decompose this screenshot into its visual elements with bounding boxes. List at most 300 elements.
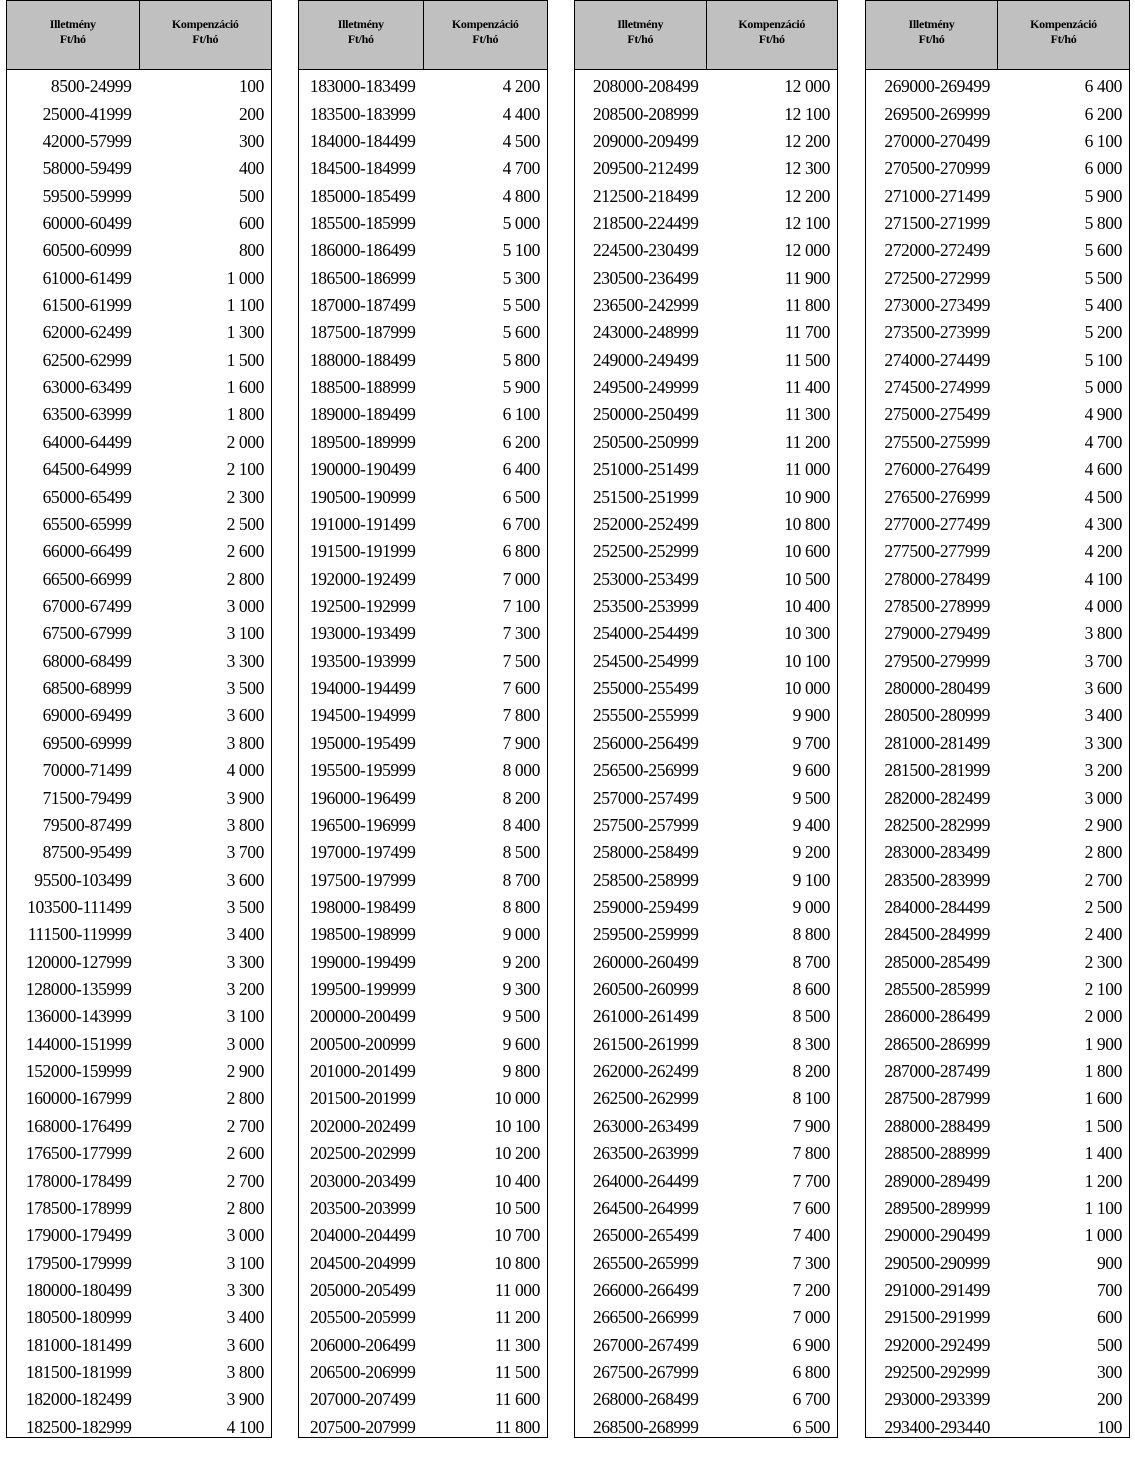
compensation-cell: 9 800: [502, 1061, 540, 1082]
compensation-cell: 3 400: [226, 924, 264, 945]
salary-range-cell: 182000-182499: [25, 1389, 132, 1410]
salary-range-cell: 190500-190999: [309, 486, 416, 507]
salary-range-cell: 256000-256499: [592, 732, 699, 753]
compensation-cell: 5 500: [502, 295, 540, 316]
salary-range-cell: 280500-280999: [884, 705, 990, 726]
compensation-cell: 6 700: [792, 1389, 830, 1410]
table-row: [7, 374, 271, 401]
compensation-cell: 8 100: [792, 1088, 830, 1109]
salary-range-cell: 60000-60499: [42, 212, 132, 233]
salary-range-cell: 196000-196499: [309, 787, 416, 808]
salary-range-cell: 178000-178499: [25, 1170, 132, 1191]
salary-range-cell: 179000-179499: [25, 1225, 132, 1246]
table-row: [7, 237, 271, 264]
table-row: [7, 812, 271, 839]
salary-range-cell: 288000-288499: [884, 1115, 990, 1136]
salary-range-cell: 181500-181999: [25, 1362, 132, 1383]
header-compensation: [997, 1, 1129, 69]
table-row: [866, 319, 1129, 346]
table-row: [7, 620, 271, 647]
salary-range-cell: 168000-176499: [25, 1115, 132, 1136]
table-row: [7, 1386, 271, 1413]
salary-range-cell: 273000-273499: [884, 295, 990, 316]
compensation-cell: 3 600: [226, 869, 264, 890]
table-row: [299, 839, 547, 866]
salary-range-cell: 209000-209499: [592, 130, 699, 151]
table-row: [575, 237, 837, 264]
table-row: [866, 949, 1129, 976]
table-row: [7, 757, 271, 784]
salary-range-cell: 255000-255499: [592, 678, 699, 699]
table-row: [575, 73, 837, 100]
salary-range-cell: 203000-203499: [309, 1170, 416, 1191]
compensation-cell: 2 800: [226, 568, 264, 589]
compensation-cell: 7 200: [792, 1279, 830, 1300]
compensation-cell: 7 600: [502, 678, 540, 699]
salary-range-cell: 243000-248999: [592, 322, 699, 343]
compensation-cell: 6 200: [1084, 103, 1122, 124]
compensation-cell: 12 200: [784, 185, 830, 206]
table-row: [866, 812, 1129, 839]
salary-range-cell: 195500-195999: [309, 760, 416, 781]
table-row: [575, 812, 837, 839]
salary-range-cell: 271500-271999: [884, 212, 990, 233]
salary-range-cell: 183500-183999: [309, 103, 416, 124]
table-row: [299, 1277, 547, 1304]
compensation-cell: 11 200: [494, 1307, 540, 1328]
header-compensation: [423, 1, 548, 69]
table-row: [575, 456, 837, 483]
table-row: [866, 565, 1129, 592]
table-row: [299, 511, 547, 538]
salary-range-cell: 284000-284499: [884, 896, 990, 917]
table-row: [299, 1003, 547, 1030]
compensation-cell: 1 000: [226, 267, 264, 288]
salary-range-cell: 266500-266999: [592, 1307, 699, 1328]
table-row: [7, 593, 271, 620]
table-row: [299, 1386, 547, 1413]
compensation-cell: 9 500: [792, 787, 830, 808]
salary-range-cell: 67000-67499: [42, 596, 132, 616]
table-row: [7, 1249, 271, 1276]
table-row: [7, 648, 271, 675]
salary-range-cell: 250000-250499: [592, 404, 699, 425]
table-row: [575, 593, 837, 620]
table-row: [866, 401, 1129, 428]
table-row: [866, 1058, 1129, 1085]
compensation-cell: 400: [238, 158, 264, 179]
header-salary-text: Ft/hó: [627, 32, 654, 46]
table-row: [575, 565, 837, 592]
compensation-cell: 10 400: [784, 596, 830, 616]
table-row: [7, 730, 271, 757]
salary-range-cell: 188500-188999: [309, 377, 416, 398]
header-compensation-text: Ft/hó: [192, 32, 219, 46]
table-row: [575, 1113, 837, 1140]
salary-range-cell: 184500-184999: [309, 158, 416, 179]
compensation-cell: 1 900: [1084, 1033, 1122, 1054]
salary-range-cell: 197500-197999: [309, 869, 416, 890]
header-compensation-text: Ft/hó: [758, 32, 785, 46]
salary-range-cell: 291000-291499: [884, 1279, 990, 1300]
compensation-cell: 4 600: [1084, 459, 1122, 480]
salary-range-cell: 260500-260999: [592, 979, 699, 1000]
table-row: [7, 1058, 271, 1085]
compensation-cell: 5 500: [1084, 267, 1122, 288]
salary-range-cell: 282000-282499: [884, 787, 990, 808]
compensation-cell: 9 600: [502, 1033, 540, 1054]
table-row: [7, 483, 271, 510]
compensation-cell: 3 200: [1084, 760, 1122, 781]
salary-range-cell: 266000-266499: [592, 1279, 699, 1300]
compensation-cell: 3 800: [226, 814, 264, 835]
table-row: [866, 921, 1129, 948]
table-row: [866, 73, 1129, 100]
table-header: [575, 1, 837, 70]
salary-range-cell: 201500-201999: [309, 1088, 416, 1109]
compensation-cell: 1 800: [1084, 1061, 1122, 1082]
salary-range-cell: 252500-252999: [592, 541, 699, 562]
compensation-cell: 8 600: [792, 979, 830, 1000]
salary-range-cell: 269000-269499: [884, 76, 990, 97]
salary-range-cell: 178500-178999: [25, 1197, 132, 1218]
salary-range-cell: 273500-273999: [884, 322, 990, 343]
salary-range-cell: 65500-65999: [42, 513, 132, 534]
salary-range-cell: 207500-207999: [309, 1416, 416, 1437]
compensation-cell: 7 600: [792, 1197, 830, 1218]
table-row: [575, 976, 837, 1003]
table-row: [7, 1031, 271, 1058]
compensation-cell: 10 300: [784, 623, 830, 644]
table-body: [299, 70, 547, 1441]
compensation-cell: 3 000: [226, 1033, 264, 1054]
compensation-cell: 200: [1096, 1389, 1122, 1410]
table-row: [866, 100, 1129, 127]
compensation-cell: 9 300: [502, 979, 540, 1000]
salary-range-cell: 278500-278999: [884, 596, 990, 616]
compensation-cell: 4 900: [1084, 404, 1122, 425]
salary-range-cell: 279500-279999: [884, 650, 990, 671]
salary-range-cell: 282500-282999: [884, 814, 990, 835]
salary-range-cell: 59500-59999: [42, 185, 132, 206]
table-row: [866, 456, 1129, 483]
compensation-cell: 4 200: [502, 76, 540, 97]
salary-range-cell: 284500-284999: [884, 924, 990, 945]
compensation-cell: 12 200: [784, 130, 830, 151]
table-row: [866, 757, 1129, 784]
table-row: [299, 1359, 547, 1386]
compensation-cell: 3 000: [226, 596, 264, 616]
compensation-cell: 5 200: [1084, 322, 1122, 343]
table-row: [575, 347, 837, 374]
compensation-cell: 3 900: [226, 787, 264, 808]
compensation-cell: 11 000: [784, 459, 830, 480]
table-row: [575, 757, 837, 784]
salary-range-cell: 267000-267499: [592, 1334, 699, 1355]
compensation-cell: 12 100: [784, 212, 830, 233]
salary-table-3: [574, 0, 838, 1438]
header-salary-text: Illetmény: [49, 17, 96, 31]
table-row: [7, 429, 271, 456]
compensation-cell: 6 700: [502, 513, 540, 534]
table-row: [7, 1359, 271, 1386]
table-row: [7, 1167, 271, 1194]
salary-range-cell: 188000-188499: [309, 349, 416, 370]
compensation-cell: 3 500: [226, 896, 264, 917]
compensation-cell: 6 800: [502, 541, 540, 562]
header-salary: [575, 1, 706, 69]
salary-range-cell: 205000-205499: [309, 1279, 416, 1300]
compensation-cell: 4 000: [1084, 596, 1122, 616]
compensation-cell: 11 400: [784, 377, 830, 398]
compensation-cell: 6 100: [502, 404, 540, 425]
compensation-cell: 1 500: [1084, 1115, 1122, 1136]
salary-range-cell: 254000-254499: [592, 623, 699, 644]
salary-range-cell: 192000-192499: [309, 568, 416, 589]
table-row: [299, 319, 547, 346]
salary-range-cell: 291500-291999: [884, 1307, 990, 1328]
table-row: [575, 483, 837, 510]
compensation-cell: 11 500: [494, 1362, 540, 1383]
table-row: [7, 128, 271, 155]
table-row: [575, 511, 837, 538]
salary-range-cell: 61000-61499: [42, 267, 132, 288]
salary-range-cell: 256500-256999: [592, 760, 699, 781]
compensation-cell: 9 700: [792, 732, 830, 753]
salary-range-cell: 272500-272999: [884, 267, 990, 288]
salary-range-cell: 259000-259499: [592, 896, 699, 917]
table-row: [866, 839, 1129, 866]
salary-range-cell: 160000-167999: [25, 1088, 132, 1109]
salary-range-cell: 276500-276999: [884, 486, 990, 507]
table-row: [7, 1140, 271, 1167]
salary-range-cell: 280000-280499: [884, 678, 990, 699]
salary-range-cell: 212500-218499: [592, 185, 699, 206]
compensation-cell: 1 200: [1084, 1170, 1122, 1191]
table-row: [575, 1304, 837, 1331]
salary-range-cell: 198000-198499: [309, 896, 416, 917]
compensation-cell: 3 200: [226, 979, 264, 1000]
salary-range-cell: 224500-230499: [592, 240, 699, 261]
compensation-cell: 9 100: [792, 869, 830, 890]
compensation-cell: 100: [1096, 1416, 1122, 1437]
table-row: [299, 182, 547, 209]
compensation-cell: 8 800: [502, 896, 540, 917]
table-row: [866, 675, 1129, 702]
salary-range-cell: 64000-64499: [42, 431, 132, 452]
compensation-cell: 700: [1096, 1279, 1122, 1300]
compensation-cell: 10 000: [784, 678, 830, 699]
table-row: [575, 921, 837, 948]
compensation-cell: 3 900: [226, 1389, 264, 1410]
salary-range-cell: 267500-267999: [592, 1362, 699, 1383]
header-compensation: [706, 1, 838, 69]
table-row: [866, 1332, 1129, 1359]
table-row: [299, 1249, 547, 1276]
table-row: [575, 1195, 837, 1222]
salary-range-cell: 283500-283999: [884, 869, 990, 890]
salary-range-cell: 193500-193999: [309, 650, 416, 671]
salary-range-cell: 206000-206499: [309, 1334, 416, 1355]
salary-range-cell: 187500-187999: [309, 322, 416, 343]
compensation-cell: 100: [238, 76, 264, 97]
table-header: [299, 1, 547, 70]
table-row: [575, 702, 837, 729]
compensation-cell: 11 300: [784, 404, 830, 425]
compensation-cell: 8 500: [502, 842, 540, 863]
compensation-cell: 2 800: [1084, 842, 1122, 863]
compensation-cell: 2 100: [1084, 979, 1122, 1000]
compensation-cell: 10 900: [784, 486, 830, 507]
compensation-cell: 2 400: [1084, 924, 1122, 945]
salary-range-cell: 180500-180999: [25, 1307, 132, 1328]
table-row: [299, 1167, 547, 1194]
compensation-cell: 5 600: [1084, 240, 1122, 261]
table-row: [299, 812, 547, 839]
compensation-cell: 3 600: [226, 1334, 264, 1355]
compensation-cell: 3 300: [1084, 732, 1122, 753]
salary-range-cell: 292500-292999: [884, 1362, 990, 1383]
compensation-cell: 8 700: [792, 951, 830, 972]
compensation-cell: 7 500: [502, 650, 540, 671]
compensation-cell: 10 100: [784, 650, 830, 671]
compensation-cell: 300: [238, 130, 264, 151]
salary-range-cell: 277000-277499: [884, 513, 990, 534]
header-salary-text: Illetmény: [337, 17, 384, 31]
salary-range-cell: 186500-186999: [309, 267, 416, 288]
salary-table-1: [6, 0, 272, 1438]
table-row: [299, 128, 547, 155]
salary-range-cell: 182500-182999: [25, 1416, 132, 1437]
salary-range-cell: 64500-64999: [42, 459, 132, 480]
compensation-cell: 7 800: [792, 1143, 830, 1164]
salary-range-cell: 87500-95499: [42, 842, 132, 863]
salary-range-cell: 281500-281999: [884, 760, 990, 781]
salary-range-cell: 258500-258999: [592, 869, 699, 890]
salary-range-cell: 204500-204999: [309, 1252, 416, 1273]
compensation-cell: 2 700: [226, 1170, 264, 1191]
table-row: [575, 1031, 837, 1058]
compensation-cell: 6 500: [792, 1416, 830, 1437]
salary-range-cell: 198500-198999: [309, 924, 416, 945]
compensation-cell: 300: [1096, 1362, 1122, 1383]
compensation-cell: 5 800: [502, 349, 540, 370]
compensation-cell: 10 100: [494, 1115, 540, 1136]
table-row: [575, 210, 837, 237]
salary-range-cell: 202000-202499: [309, 1115, 416, 1136]
compensation-cell: 9 500: [502, 1006, 540, 1027]
salary-range-cell: 271000-271499: [884, 185, 990, 206]
compensation-cell: 8 300: [792, 1033, 830, 1054]
table-row: [575, 538, 837, 565]
table-row: [575, 128, 837, 155]
table-row: [7, 1277, 271, 1304]
compensation-cell: 800: [238, 240, 264, 261]
salary-range-cell: 69500-69999: [42, 732, 132, 753]
salary-range-cell: 194000-194499: [309, 678, 416, 699]
compensation-cell: 2 500: [1084, 896, 1122, 917]
salary-range-cell: 262000-262499: [592, 1061, 699, 1082]
salary-range-cell: 184000-184499: [309, 130, 416, 151]
salary-range-cell: 290500-290999: [884, 1252, 990, 1273]
table-row: [7, 155, 271, 182]
salary-range-cell: 264500-264999: [592, 1197, 699, 1218]
compensation-cell: 6 000: [1084, 158, 1122, 179]
compensation-cell: 10 700: [494, 1225, 540, 1246]
compensation-cell: 7 000: [792, 1307, 830, 1328]
compensation-cell: 1 100: [1084, 1197, 1122, 1218]
table-row: [866, 1167, 1129, 1194]
compensation-cell: 3 400: [226, 1307, 264, 1328]
table-row: [299, 1332, 547, 1359]
salary-range-cell: 204000-204499: [309, 1225, 416, 1246]
table-row: [7, 949, 271, 976]
table-header: [7, 1, 271, 70]
salary-range-cell: 194500-194999: [309, 705, 416, 726]
table-row: [299, 456, 547, 483]
salary-range-cell: 270500-270999: [884, 158, 990, 179]
compensation-cell: 4 800: [502, 185, 540, 206]
compensation-cell: 2 900: [226, 1061, 264, 1082]
compensation-cell: 10 000: [494, 1088, 540, 1109]
compensation-cell: 1 100: [226, 295, 264, 316]
salary-range-cell: 68000-68499: [42, 650, 132, 671]
table-row: [7, 538, 271, 565]
table-row: [7, 73, 271, 100]
compensation-cell: 6 800: [792, 1362, 830, 1383]
salary-range-cell: 275500-275999: [884, 431, 990, 452]
compensation-cell: 2 000: [1084, 1006, 1122, 1027]
salary-range-cell: 279000-279499: [884, 623, 990, 644]
table-row: [299, 1058, 547, 1085]
compensation-cell: 5 900: [1084, 185, 1122, 206]
table-row: [866, 1003, 1129, 1030]
compensation-cell: 8 800: [792, 924, 830, 945]
compensation-cell: 6 200: [502, 431, 540, 452]
salary-range-cell: 253000-253499: [592, 568, 699, 589]
salary-range-cell: 208000-208499: [592, 76, 699, 97]
table-row: [299, 483, 547, 510]
table-row: [866, 374, 1129, 401]
table-row: [866, 1277, 1129, 1304]
salary-range-cell: 191000-191499: [309, 513, 416, 534]
table-row: [299, 1031, 547, 1058]
salary-range-cell: 289000-289499: [884, 1170, 990, 1191]
table-row: [866, 237, 1129, 264]
compensation-cell: 4 500: [502, 130, 540, 151]
salary-range-cell: 186000-186499: [309, 240, 416, 261]
salary-range-cell: 200000-200499: [309, 1006, 416, 1027]
table-row: [866, 1113, 1129, 1140]
salary-range-cell: 257500-257999: [592, 814, 699, 835]
compensation-cell: 11 500: [784, 349, 830, 370]
salary-range-cell: 197000-197499: [309, 842, 416, 863]
compensation-cell: 7 800: [502, 705, 540, 726]
table-row: [866, 1414, 1129, 1441]
compensation-cell: 5 800: [1084, 212, 1122, 233]
table-row: [299, 894, 547, 921]
salary-range-cell: 189500-189999: [309, 431, 416, 452]
table-row: [299, 401, 547, 428]
compensation-cell: 2 300: [226, 486, 264, 507]
salary-range-cell: 200500-200999: [309, 1033, 416, 1054]
salary-range-cell: 292000-292499: [884, 1334, 990, 1355]
table-row: [299, 620, 547, 647]
salary-range-cell: 209500-212499: [592, 158, 699, 179]
compensation-cell: 7 700: [792, 1170, 830, 1191]
table-row: [866, 1140, 1129, 1167]
compensation-cell: 5 900: [502, 377, 540, 398]
